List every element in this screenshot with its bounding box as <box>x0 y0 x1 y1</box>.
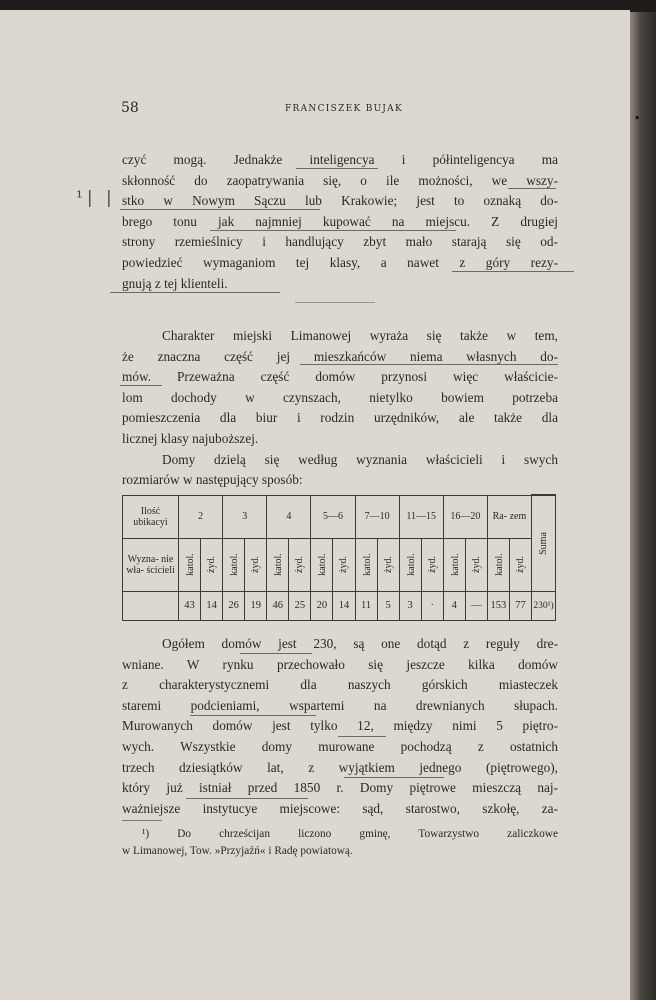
text-line: gnują z tej klienteli. <box>122 275 228 291</box>
running-head: FRANCISZEK BUJAK <box>285 104 403 114</box>
footnote-line: ¹) Do chrześcijan liczono gminę, Towarzystwo zaliczkowe <box>142 828 558 840</box>
paragraph-2 <box>122 326 558 491</box>
text-line: czyć mogą. Jednakże inteligencya i półinteligencya ma <box>122 152 558 167</box>
text-line: licznej klasy najuboższej. <box>122 430 259 446</box>
pencil-underline <box>300 364 558 365</box>
pencil-underline <box>110 292 280 293</box>
table-cell: 14 <box>201 591 223 620</box>
pencil-underline <box>344 777 444 778</box>
text-line: wniane. W rynku przechowało się jeszcze kilka domów <box>122 656 558 672</box>
sub-header <box>245 538 267 591</box>
pencil-underline <box>210 230 456 231</box>
page-number: 58 <box>121 100 139 116</box>
paragraph-1 <box>122 150 558 294</box>
table-subheader-row <box>123 538 556 591</box>
text-line: Charakter miejski Limanowej wyraża się także w tem, <box>162 328 558 343</box>
sub-header <box>333 538 355 591</box>
table-cell: 14 <box>333 591 355 620</box>
table-cell: 4 <box>443 591 465 620</box>
table-cell <box>123 591 179 620</box>
sub-label: żyd. <box>250 556 262 573</box>
pencil-underline <box>186 798 308 799</box>
sub-label: katol. <box>449 553 461 576</box>
text-line: że znaczna część jej mieszkańców niema własnych do- <box>122 348 558 364</box>
sub-label: żyd. <box>294 556 306 573</box>
pencil-underline <box>240 653 312 654</box>
table-cell: 77 <box>509 591 531 620</box>
size-group-header: Ra- zem <box>487 495 531 538</box>
sub-label: katol. <box>361 553 373 576</box>
sub-label: katol. <box>493 553 505 576</box>
table-cell: 20 <box>311 591 333 620</box>
text-line: mów. Przeważna część domów przynosi więc właścicie- <box>122 369 558 385</box>
text-line: Domy dzielą się według wyznania właścicieli i swych <box>162 451 558 467</box>
sub-label: katol. <box>184 553 196 576</box>
table-values-row <box>123 591 556 620</box>
pencil-underline <box>120 209 320 210</box>
sub-header <box>201 538 223 591</box>
text-line: z charakterystycznemi dla naszych górskich miasteczek <box>122 677 558 693</box>
text-line: ważniejsze instytucye miejscowe: sąd, starostwo, szkołę, za- <box>122 800 558 816</box>
sub-header <box>179 538 201 591</box>
table-cell: 25 <box>289 591 311 620</box>
table-cell: 43 <box>179 591 201 620</box>
table-cell: — <box>465 591 487 620</box>
row-label: Wyzna- nie wła- ścicieli <box>123 538 179 591</box>
sub-label: żyd. <box>338 556 350 573</box>
text-line: który już istniał przed 1850 r. Domy piętrowe mieszczą naj- <box>122 780 558 796</box>
table-header-row <box>123 495 556 538</box>
margin-annotation: ¹| | <box>76 188 116 208</box>
pencil-underline <box>120 385 162 386</box>
pencil-underline <box>190 715 316 716</box>
text-line: wych. Wszystkie domy murowane pochodzą z ostatnich <box>122 738 558 754</box>
edge-mark: • <box>634 112 641 125</box>
sub-header <box>267 538 289 591</box>
paragraph-3 <box>122 634 558 819</box>
corner-header: Ilość ubikacyi <box>123 495 179 538</box>
section-divider <box>295 302 375 303</box>
text-line: brego tonu jak najmniej kupować na miejscu. Z drugiej <box>122 213 558 229</box>
sub-header <box>289 538 311 591</box>
sub-label: katol. <box>405 553 417 576</box>
pencil-underline <box>338 736 386 737</box>
sub-header <box>487 538 509 591</box>
sum-cell: 230¹) <box>532 591 556 620</box>
sum-label: Suma <box>538 531 549 555</box>
sub-header <box>311 538 333 591</box>
text-line: powiedzieć wymaganiom tej klasy, a nawet z góry rezy- <box>122 254 558 270</box>
sub-label: żyd. <box>470 556 482 573</box>
sub-label: katol. <box>317 553 329 576</box>
sub-header <box>399 538 421 591</box>
sub-header <box>355 538 377 591</box>
table-cell: 5 <box>377 591 399 620</box>
sub-label: żyd. <box>426 556 438 573</box>
text-line: strony rzemieślnicy i handlujący zbyt mało starają się od- <box>122 234 558 250</box>
sub-label: katol. <box>228 553 240 576</box>
table-cell: 26 <box>223 591 245 620</box>
size-group-header: 11—15 <box>399 495 443 538</box>
footnote-rule <box>122 820 162 821</box>
pencil-underline <box>296 168 378 169</box>
sub-header <box>443 538 465 591</box>
sum-header <box>532 495 556 591</box>
sub-header <box>509 538 531 591</box>
text-line: Ogółem domów jest 230, są one dotąd z reguły dre- <box>162 636 558 651</box>
table-cell: 19 <box>245 591 267 620</box>
text-line: trzech dziesiątków lat, z wyjątkiem jednego (piętrowego), <box>122 759 558 775</box>
text-line: pomieszczenia dla biur i rodzin urzędników, ale także dla <box>122 410 558 426</box>
sub-header <box>223 538 245 591</box>
pencil-underline <box>452 271 574 272</box>
text-line: rozmiarów w następujący sposób: <box>122 472 303 488</box>
sub-label: żyd. <box>514 556 526 573</box>
size-group-header: 4 <box>267 495 311 538</box>
sub-label: żyd. <box>206 556 218 573</box>
table-cell: 3 <box>399 591 421 620</box>
sub-header <box>465 538 487 591</box>
text-line: staremi podcieniami, wspartemi na drewnianych słupach. <box>122 697 558 713</box>
text-line: stko w Nowym Sączu lub Krakowie; jest to oznaką do- <box>122 193 558 209</box>
footnote-line: w Limanowej, Tow. »Przyjaźń« i Radę powiatową. <box>122 845 353 857</box>
sub-header <box>377 538 399 591</box>
houses-table <box>122 494 556 621</box>
size-group-header: 2 <box>179 495 223 538</box>
text-line: lom dochody w czynszach, nietylko bowiem potrzeba <box>122 389 558 405</box>
table-cell: 11 <box>355 591 377 620</box>
table-cell: · <box>421 591 443 620</box>
sub-header <box>421 538 443 591</box>
text-line: skłonność do zaopatrywania się, o ile możności, we wszy- <box>122 172 558 188</box>
table-cell: 153 <box>487 591 509 620</box>
page-edge-shadow <box>630 12 656 1000</box>
sub-label: żyd. <box>382 556 394 573</box>
footnote <box>122 826 558 860</box>
size-group-header: 5—6 <box>311 495 355 538</box>
table-cell: 46 <box>267 591 289 620</box>
size-group-header: 3 <box>223 495 267 538</box>
text-line: Murowanych domów jest tylko 12, między nimi 5 piętro- <box>122 718 558 734</box>
size-group-header: 16—20 <box>443 495 487 538</box>
pencil-underline <box>508 188 556 189</box>
size-group-header: 7—10 <box>355 495 399 538</box>
sub-label: katol. <box>273 553 284 576</box>
